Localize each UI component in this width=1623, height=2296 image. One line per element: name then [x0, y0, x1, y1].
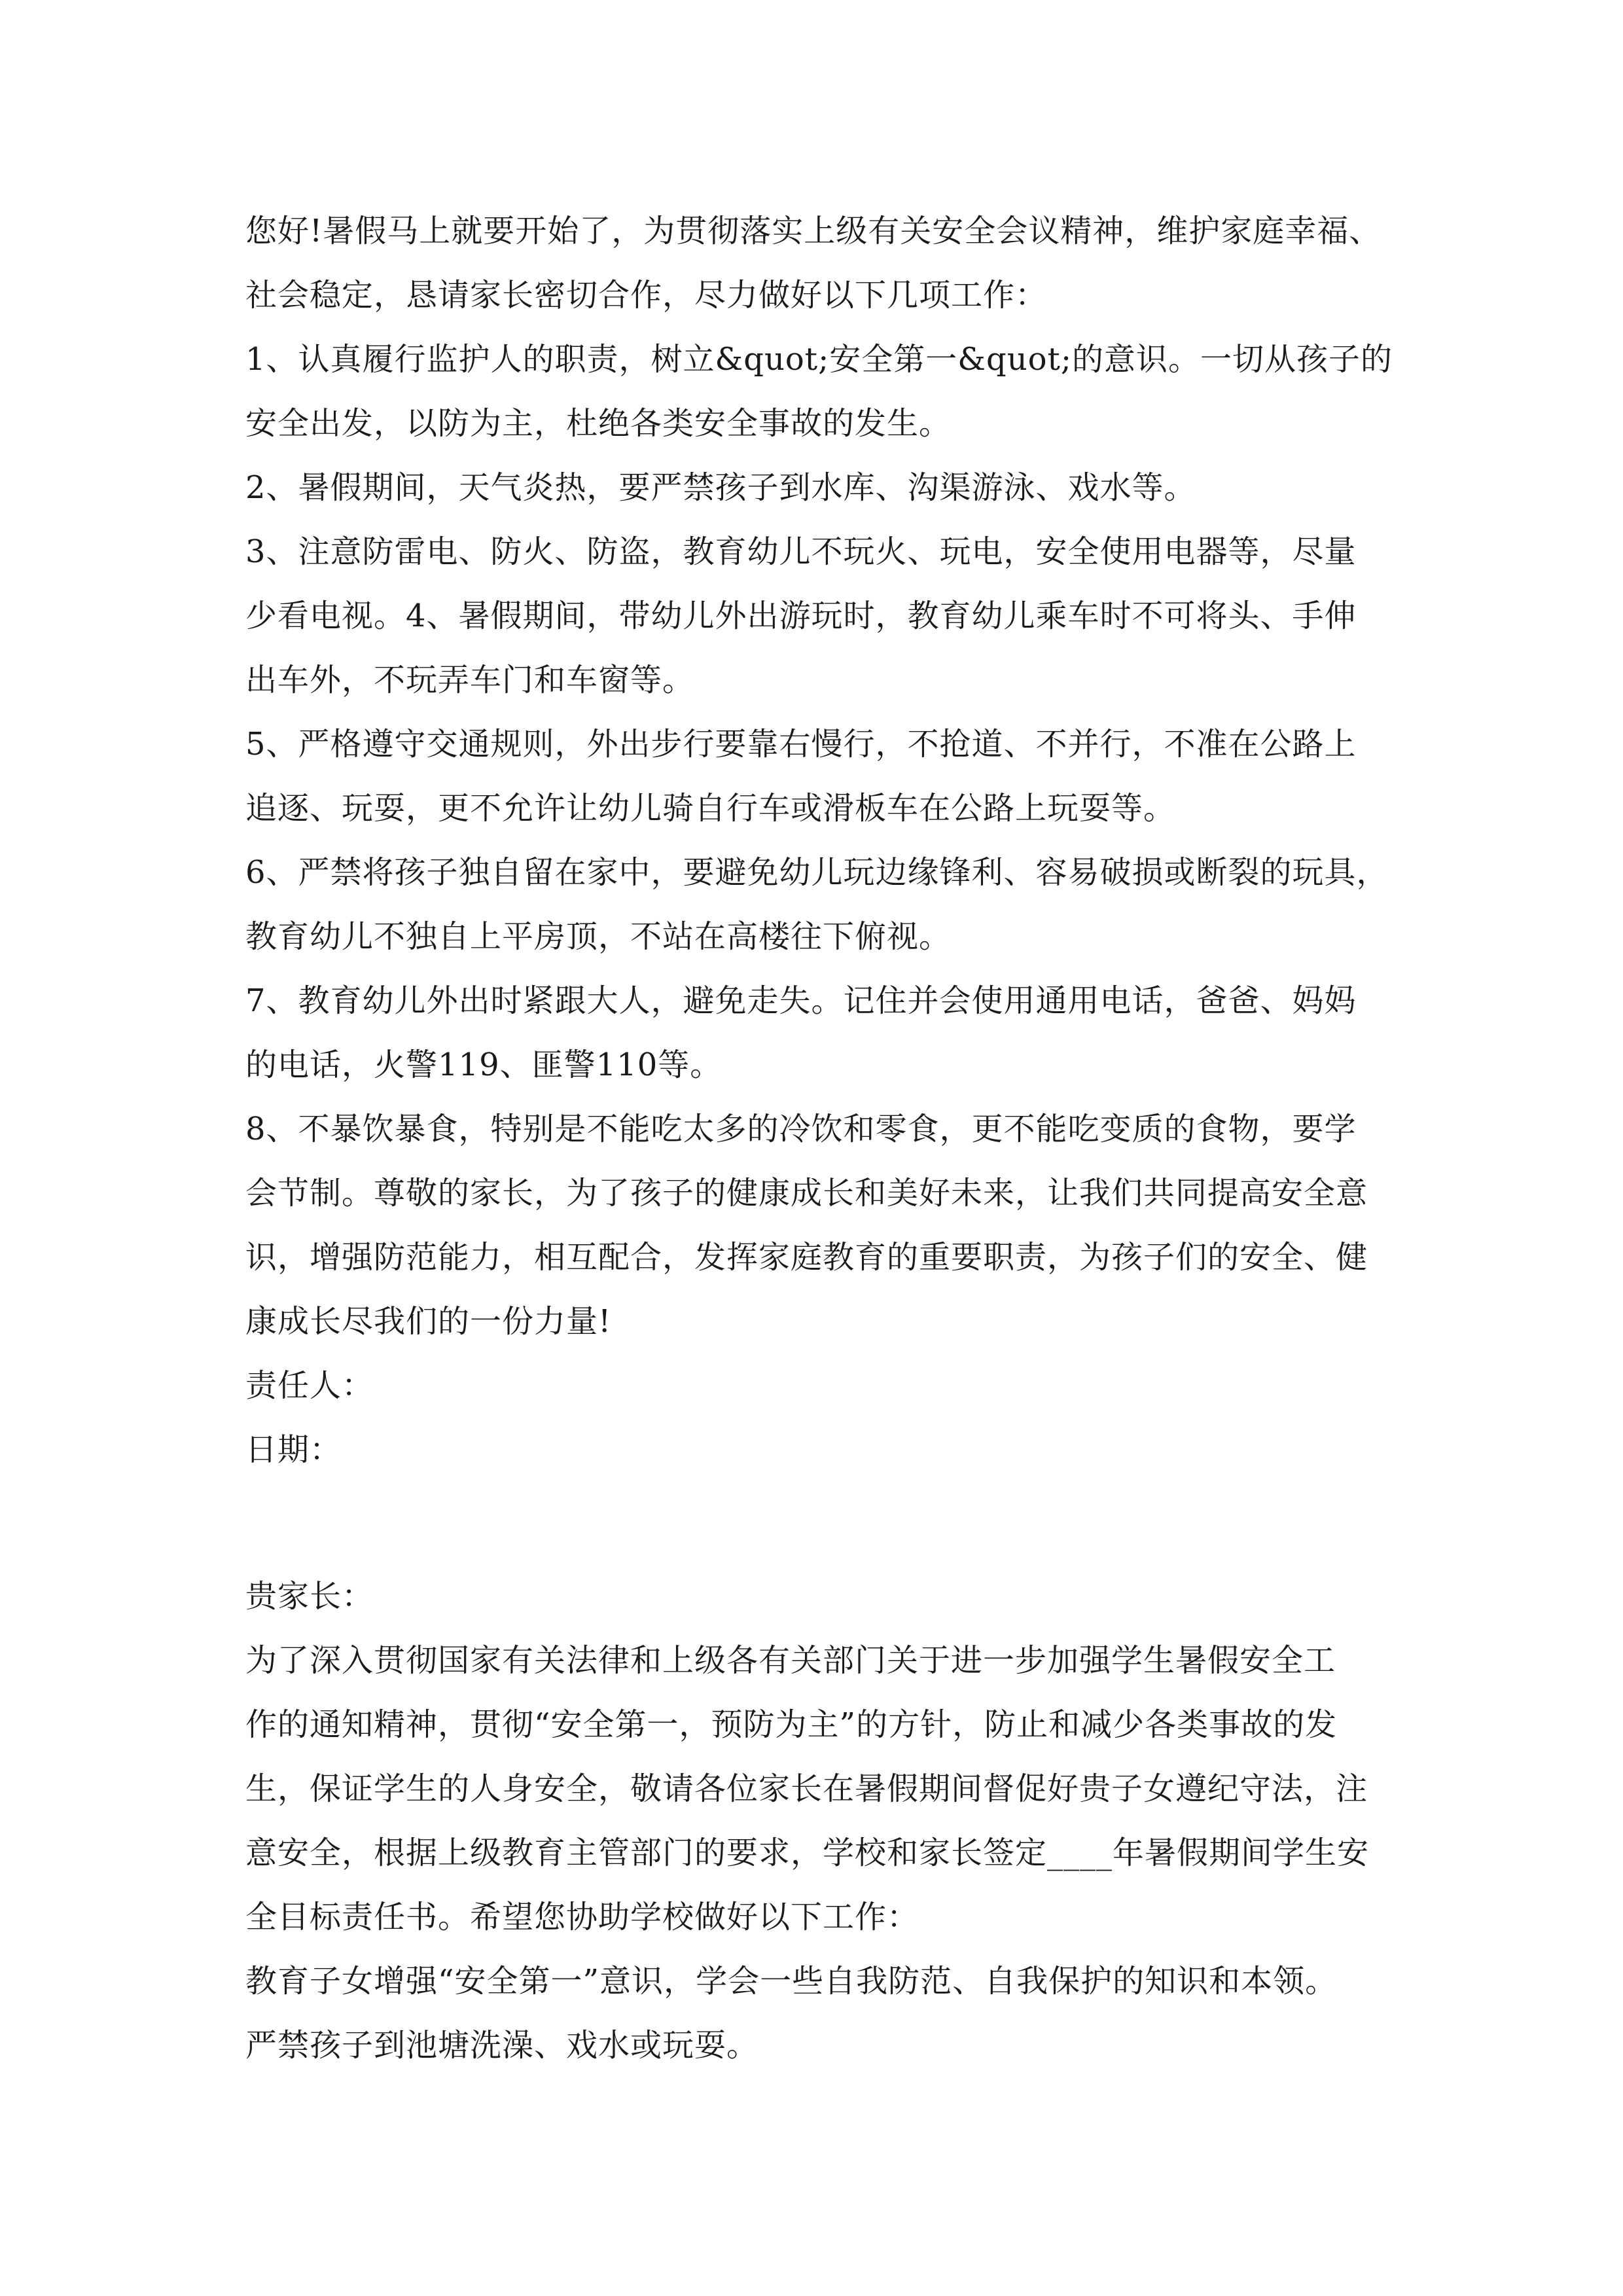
paragraph-line: 全目标责任书。希望您协助学校做好以下工作：: [245, 1899, 919, 1935]
paragraph-line: 作的通知精神，贯彻“安全第一，预防为主”的方针，防止和减少各类事故的发: [245, 1706, 1338, 1743]
paragraph-line: 严禁孩子到池塘洗澡、戏水或玩耍。: [245, 2027, 759, 2064]
date-label: 日期：: [245, 1431, 342, 1468]
paragraph-line: 教育子女增强“安全第一”意识，学会一些自我防范、自我保护的知识和本领。: [245, 1963, 1338, 2000]
paragraph-line: 社会稳定，恳请家长密切合作，尽力做好以下几项工作：: [245, 277, 1048, 314]
paragraph-line: 3、注意防雷电、防火、防盗，教育幼儿不玩火、玩电，安全使用电器等，尽量: [245, 533, 1357, 570]
paragraph-line: 识，增强防范能力，相互配合，发挥家庭教育的重要职责，为孩子们的安全、健: [245, 1239, 1368, 1276]
paragraph-line: 2、暑假期间，天气炎热，要严禁孩子到水库、沟渠游泳、戏水等。: [245, 469, 1196, 506]
paragraph-line: 6、严禁将孩子独自留在家中，要避免幼儿玩边缘锋利、容易破损或断裂的玩具，: [245, 854, 1389, 891]
paragraph-line: 您好!暑假马上就要开始了，为贯彻落实上级有关安全会议精神，维护家庭幸福、: [245, 213, 1382, 249]
parent-letter-section: [245, 1564, 1417, 2077]
paragraph-line: 少看电视。4、暑假期间，带幼儿外出游玩时，教育幼儿乘车时不可将头、手伸: [245, 598, 1357, 634]
paragraph-line: 出车外，不玩弄车门和车窗等。: [245, 662, 695, 698]
paragraph-line: 安全出发，以防为主，杜绝各类安全事故的发生。: [245, 405, 952, 442]
paragraph-line: 会节制。尊敬的家长，为了孩子的健康成长和美好未来，让我们共同提高安全意: [245, 1175, 1368, 1211]
paragraph-line: 8、不暴饮暴食，特别是不能吃太多的冷饮和零食，更不能吃变质的食物，要学: [245, 1111, 1357, 1147]
paragraph-line: 1、认真履行监护人的职责，树立&quot;安全第一&quot;的意识。一切从孩子的: [245, 341, 1393, 378]
paragraph-line: 追逐、玩耍，更不允许让幼儿骑自行车或滑板车在公路上玩耍等。: [245, 790, 1176, 827]
paragraph-line: 的电话，火警119、匪警110等。: [245, 1047, 722, 1083]
responsible-person-label: 责任人：: [245, 1367, 374, 1404]
paragraph-line: 康成长尽我们的一份力量!: [245, 1303, 612, 1340]
paragraph-line: 教育幼儿不独自上平房顶，不站在高楼往下俯视。: [245, 918, 952, 955]
paragraph-line: 生，保证学生的人身安全，敬请各位家长在暑假期间督促好贵子女遵纪守法，注: [245, 1770, 1368, 1807]
greeting: 贵家长：: [245, 1578, 374, 1615]
paragraph-line: 5、严格遵守交通规则，外出步行要靠右慢行，不抢道、不并行，不准在公路上: [245, 726, 1357, 762]
paragraph-line: 意安全，根据上级教育主管部门的要求，学校和家长签定____年暑假期间学生安: [245, 1835, 1370, 1871]
paragraph-line: 7、教育幼儿外出时紧跟大人，避免走失。记住并会使用通用电话，爸爸、妈妈: [245, 982, 1357, 1019]
paragraph-line: 为了深入贯彻国家有关法律和上级各有关部门关于进一步加强学生暑假安全工: [245, 1642, 1336, 1679]
safety-letter-section: [245, 199, 1417, 1482]
